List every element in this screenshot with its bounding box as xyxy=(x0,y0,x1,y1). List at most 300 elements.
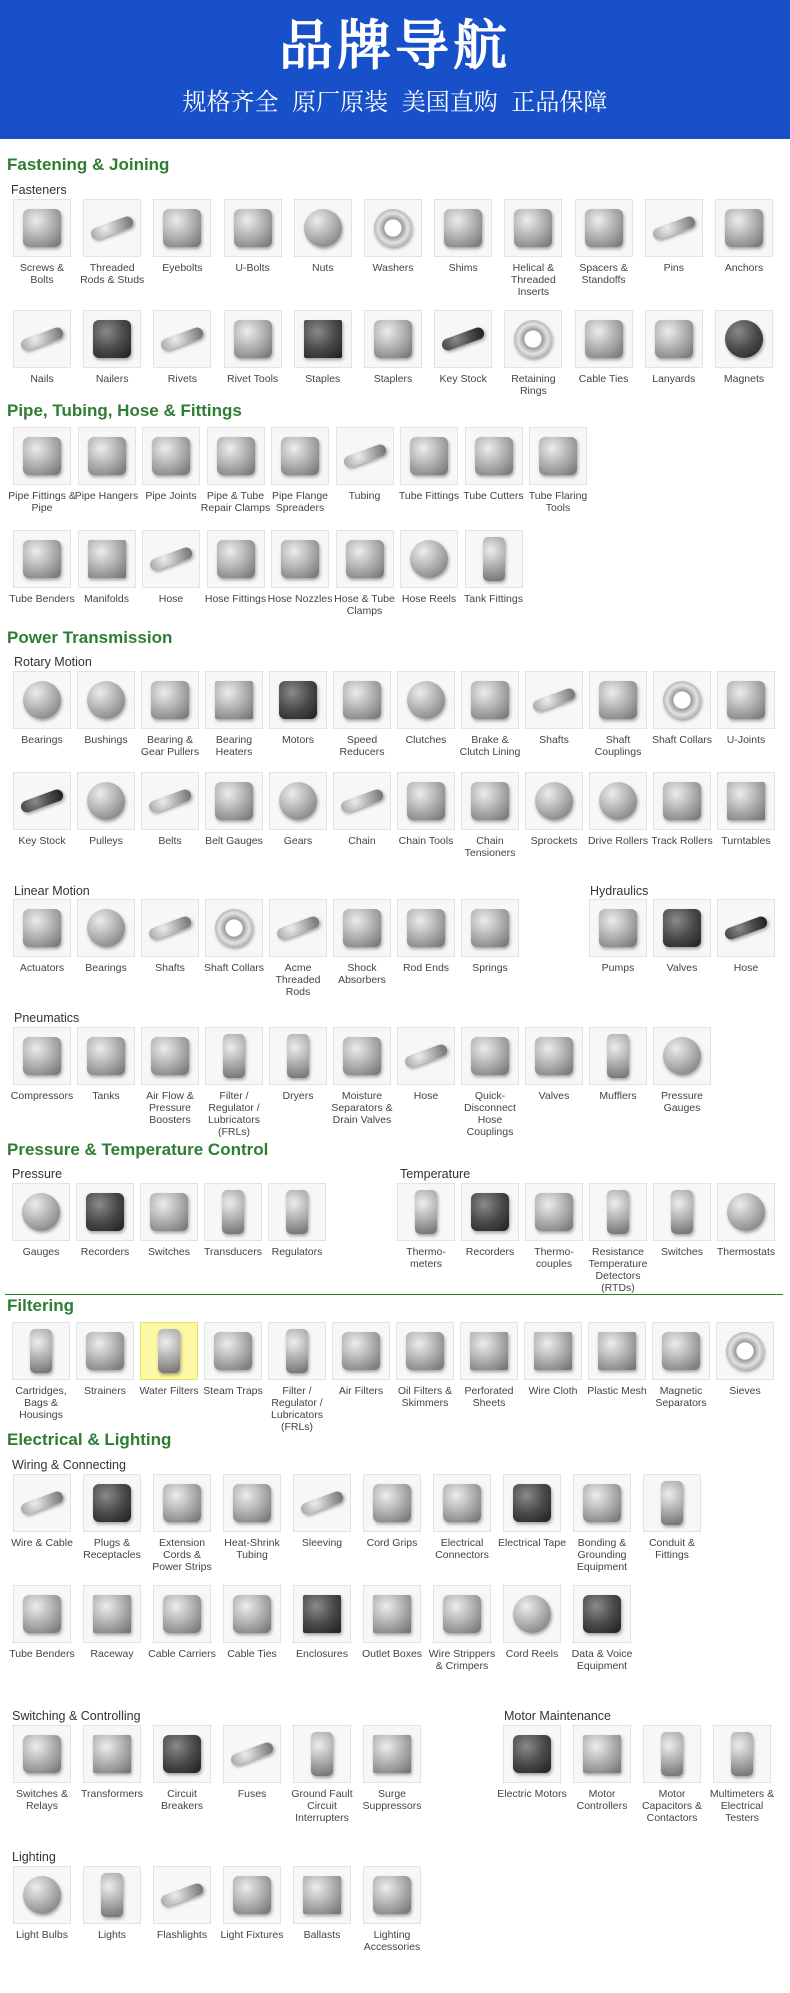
category-thumbnail[interactable] xyxy=(461,899,519,957)
category-tile-motor-capacitors-contactors[interactable] xyxy=(637,1725,707,1824)
category-tile-tube-benders[interactable] xyxy=(7,530,77,605)
category-label[interactable]: Filter / Regulator / Lubricators (FRLs) xyxy=(271,1385,323,1433)
category-thumbnail[interactable] xyxy=(12,1322,70,1380)
category-thumbnail[interactable] xyxy=(77,772,135,830)
category-label[interactable]: Acme Threaded Rods xyxy=(275,962,321,998)
category-label[interactable]: Turntables xyxy=(721,835,771,847)
category-thumbnail[interactable] xyxy=(141,899,199,957)
category-tile-hose-reels[interactable] xyxy=(394,530,464,605)
category-tile-lanyards[interactable] xyxy=(639,310,709,385)
category-thumbnail[interactable] xyxy=(13,1585,71,1643)
category-label[interactable]: Pins xyxy=(663,262,685,274)
category-tile-shaft-collars[interactable] xyxy=(647,671,717,746)
category-label[interactable]: Shaft Couplings xyxy=(594,734,642,758)
category-label[interactable]: Bearing & Gear Pullers xyxy=(140,734,200,758)
category-thumbnail[interactable] xyxy=(643,1474,701,1532)
category-label[interactable]: Plastic Mesh xyxy=(587,1385,647,1397)
category-label[interactable]: Gears xyxy=(283,835,313,847)
category-label[interactable]: Motor Capacitors & Contactors xyxy=(641,1788,703,1824)
category-thumbnail[interactable] xyxy=(461,1183,519,1241)
category-thumbnail[interactable] xyxy=(76,1183,134,1241)
category-thumbnail[interactable] xyxy=(78,427,136,485)
category-thumbnail[interactable] xyxy=(153,199,211,257)
category-label[interactable]: Staples xyxy=(305,373,341,385)
category-thumbnail[interactable] xyxy=(503,1585,561,1643)
category-tile-rod-ends[interactable] xyxy=(391,899,461,974)
category-tile-bearing-heaters[interactable] xyxy=(199,671,269,758)
category-label[interactable]: Wire Strippers & Crimpers xyxy=(428,1648,496,1672)
category-label[interactable]: Pulleys xyxy=(89,835,123,847)
category-thumbnail[interactable] xyxy=(224,310,282,368)
category-tile-cable-ties[interactable] xyxy=(217,1585,287,1660)
category-tile-chain[interactable] xyxy=(327,772,397,847)
category-label[interactable]: Light Bulbs xyxy=(16,1929,68,1941)
category-label[interactable]: Circuit Breakers xyxy=(160,1788,203,1812)
category-label[interactable]: Anchors xyxy=(724,262,764,274)
category-tile-hose[interactable] xyxy=(136,530,206,605)
category-label[interactable]: Shafts xyxy=(155,962,185,974)
category-thumbnail[interactable] xyxy=(13,772,71,830)
category-thumbnail[interactable] xyxy=(141,1027,199,1085)
category-tile-anchors[interactable] xyxy=(709,199,779,274)
category-tile-perforated-sheets[interactable] xyxy=(454,1322,524,1409)
category-label[interactable]: Tube Cutters xyxy=(463,490,524,502)
category-thumbnail[interactable] xyxy=(205,899,263,957)
category-label[interactable]: Hose Fittings xyxy=(204,593,267,605)
category-label[interactable]: Clutches xyxy=(405,734,447,746)
category-thumbnail[interactable] xyxy=(13,899,71,957)
category-label[interactable]: Compressors xyxy=(10,1090,74,1102)
category-label[interactable]: Surge Suppressors xyxy=(362,1788,422,1812)
category-tile-pipe-joints[interactable] xyxy=(136,427,206,502)
category-tile-bonding-grounding-equipment[interactable] xyxy=(567,1474,637,1573)
category-label[interactable]: Mufflers xyxy=(599,1090,637,1102)
category-tile-washers[interactable] xyxy=(358,199,428,274)
category-thumbnail[interactable] xyxy=(207,530,265,588)
category-thumbnail[interactable] xyxy=(434,199,492,257)
category-thumbnail[interactable] xyxy=(142,530,200,588)
category-label[interactable]: Lighting Accessories xyxy=(363,1929,421,1953)
category-thumbnail[interactable] xyxy=(205,1027,263,1085)
category-tile-flashlights[interactable] xyxy=(147,1866,217,1941)
category-tile-strainers[interactable] xyxy=(70,1322,140,1397)
category-label[interactable]: Sprockets xyxy=(530,835,578,847)
category-label[interactable]: Transducers xyxy=(204,1246,262,1258)
category-tile-data-voice-equipment[interactable] xyxy=(567,1585,637,1672)
category-tile-shims[interactable] xyxy=(428,199,498,274)
category-thumbnail[interactable] xyxy=(717,772,775,830)
category-thumbnail[interactable] xyxy=(400,530,458,588)
category-label[interactable]: Lanyards xyxy=(652,373,696,385)
category-tile-eyebolts[interactable] xyxy=(147,199,217,274)
category-thumbnail[interactable] xyxy=(397,1027,455,1085)
category-thumbnail[interactable] xyxy=(13,1027,71,1085)
category-label[interactable]: Flashlights xyxy=(156,1929,208,1941)
category-thumbnail[interactable] xyxy=(77,899,135,957)
category-thumbnail[interactable] xyxy=(141,671,199,729)
category-label[interactable]: Extension Cords & Power Strips xyxy=(152,1537,212,1573)
category-tile-regulators[interactable] xyxy=(262,1183,332,1258)
category-tile-sprockets[interactable] xyxy=(519,772,589,847)
category-tile-staples[interactable] xyxy=(288,310,358,385)
category-label[interactable]: Light Fixtures xyxy=(220,1929,284,1941)
category-tile-lighting-accessories[interactable] xyxy=(357,1866,427,1953)
category-tile-cable-carriers[interactable] xyxy=(147,1585,217,1660)
category-thumbnail[interactable] xyxy=(465,530,523,588)
category-tile-motor-controllers[interactable] xyxy=(567,1725,637,1812)
category-thumbnail[interactable] xyxy=(525,772,583,830)
category-label[interactable]: Rivet Tools xyxy=(227,373,279,385)
category-label[interactable]: Fuses xyxy=(237,1788,267,1800)
category-label[interactable]: Threaded Rods & Studs xyxy=(80,262,145,286)
category-tile-threaded-rods-studs[interactable] xyxy=(77,199,147,286)
category-thumbnail[interactable] xyxy=(525,1183,583,1241)
category-label[interactable]: Pipe Joints xyxy=(145,490,197,502)
category-label[interactable]: Valves xyxy=(538,1090,570,1102)
category-label[interactable]: Pipe & Tube Repair Clamps xyxy=(200,490,271,514)
category-thumbnail[interactable] xyxy=(223,1474,281,1532)
category-label[interactable]: Belt Gauges xyxy=(205,835,263,847)
category-label[interactable]: Chain Tensioners xyxy=(464,835,516,859)
category-thumbnail[interactable] xyxy=(716,1322,774,1380)
category-tile-manifolds[interactable] xyxy=(72,530,142,605)
category-thumbnail[interactable] xyxy=(589,1183,647,1241)
category-thumbnail[interactable] xyxy=(13,1725,71,1783)
category-thumbnail[interactable] xyxy=(717,1183,775,1241)
category-tile-helical-threaded-inserts[interactable] xyxy=(498,199,568,298)
category-label[interactable]: Air Flow & Pressure Boosters xyxy=(146,1090,194,1126)
category-thumbnail[interactable] xyxy=(140,1183,198,1241)
category-tile-heat-shrink-tubing[interactable] xyxy=(217,1474,287,1561)
category-thumbnail[interactable] xyxy=(653,899,711,957)
category-label[interactable]: Electrical Connectors xyxy=(435,1537,489,1561)
category-thumbnail[interactable] xyxy=(397,899,455,957)
category-thumbnail[interactable] xyxy=(153,1866,211,1924)
category-thumbnail[interactable] xyxy=(364,199,422,257)
category-tile-pressure-gauges[interactable] xyxy=(647,1027,717,1114)
category-thumbnail[interactable] xyxy=(461,671,519,729)
category-thumbnail[interactable] xyxy=(83,310,141,368)
category-thumbnail[interactable] xyxy=(83,199,141,257)
category-thumbnail[interactable] xyxy=(269,1027,327,1085)
category-thumbnail[interactable] xyxy=(153,1585,211,1643)
category-thumbnail[interactable] xyxy=(294,310,352,368)
category-tile-bearings[interactable] xyxy=(71,899,141,974)
category-tile-mufflers[interactable] xyxy=(583,1027,653,1102)
category-tile-thermostats[interactable] xyxy=(711,1183,781,1258)
category-thumbnail[interactable] xyxy=(224,199,282,257)
category-thumbnail[interactable] xyxy=(573,1585,631,1643)
category-thumbnail[interactable] xyxy=(461,772,519,830)
category-thumbnail[interactable] xyxy=(336,427,394,485)
category-thumbnail[interactable] xyxy=(400,427,458,485)
category-thumbnail[interactable] xyxy=(333,1027,391,1085)
category-label[interactable]: Tubing xyxy=(348,490,381,502)
category-tile-dryers[interactable] xyxy=(263,1027,333,1102)
category-label[interactable]: Thermo-meters xyxy=(406,1246,446,1270)
category-label[interactable]: Wire & Cable xyxy=(11,1537,73,1549)
category-tile-filter-regulator-lubricators-frls[interactable] xyxy=(262,1322,332,1433)
category-tile-cord-grips[interactable] xyxy=(357,1474,427,1549)
category-tile-bearings[interactable] xyxy=(7,671,77,746)
category-thumbnail[interactable] xyxy=(13,199,71,257)
category-label[interactable]: Tube Benders xyxy=(9,593,75,605)
category-thumbnail[interactable] xyxy=(142,427,200,485)
category-label[interactable]: Hose xyxy=(733,962,759,974)
category-label[interactable]: Oil Filters & Skimmers xyxy=(397,1385,453,1409)
category-thumbnail[interactable] xyxy=(525,1027,583,1085)
category-label[interactable]: Pipe Fittings & Pipe xyxy=(8,490,76,514)
category-label[interactable]: Tank Fittings xyxy=(464,593,523,605)
category-tile-shaft-collars[interactable] xyxy=(199,899,269,974)
category-thumbnail[interactable] xyxy=(332,1322,390,1380)
category-tile-pins[interactable] xyxy=(639,199,709,274)
category-label[interactable]: Ballasts xyxy=(303,1929,341,1941)
category-label[interactable]: Multimeters & Electrical Testers xyxy=(709,1788,775,1824)
category-tile-pumps[interactable] xyxy=(583,899,653,974)
category-tile-shafts[interactable] xyxy=(135,899,205,974)
category-tile-valves[interactable] xyxy=(519,1027,589,1102)
category-label[interactable]: Perforated Sheets xyxy=(464,1385,514,1409)
category-label[interactable]: Magnets xyxy=(723,373,765,385)
category-tile-clutches[interactable] xyxy=(391,671,461,746)
category-tile-pulleys[interactable] xyxy=(71,772,141,847)
category-thumbnail[interactable] xyxy=(465,427,523,485)
category-label[interactable]: Helical & Threaded Inserts xyxy=(510,262,556,298)
category-label[interactable]: Recorders xyxy=(80,1246,130,1258)
category-label[interactable]: Hose xyxy=(413,1090,439,1102)
category-label[interactable]: Spacers & Standoffs xyxy=(579,262,628,286)
category-tile-tube-benders[interactable] xyxy=(7,1585,77,1660)
category-thumbnail[interactable] xyxy=(223,1725,281,1783)
category-thumbnail[interactable] xyxy=(205,671,263,729)
category-thumbnail[interactable] xyxy=(589,671,647,729)
category-tile-drive-rollers[interactable] xyxy=(583,772,653,847)
category-thumbnail[interactable] xyxy=(269,899,327,957)
category-label[interactable]: Lights xyxy=(97,1929,127,1941)
category-tile-tube-fittings[interactable] xyxy=(394,427,464,502)
category-thumbnail[interactable] xyxy=(269,772,327,830)
category-tile-moisture-separators-drain-valves[interactable] xyxy=(327,1027,397,1126)
category-thumbnail[interactable] xyxy=(504,199,562,257)
category-thumbnail[interactable] xyxy=(153,310,211,368)
category-label[interactable]: Magnetic Separators xyxy=(655,1385,707,1409)
category-label[interactable]: Actuators xyxy=(19,962,65,974)
category-thumbnail[interactable] xyxy=(461,1027,519,1085)
category-label[interactable]: Water Filters xyxy=(139,1385,199,1397)
category-thumbnail[interactable] xyxy=(271,530,329,588)
category-label[interactable]: Tube Flaring Tools xyxy=(528,490,588,514)
category-label[interactable]: Retaining Rings xyxy=(511,373,556,397)
category-label[interactable]: Belts xyxy=(158,835,182,847)
category-tile-recorders[interactable] xyxy=(455,1183,525,1258)
category-label[interactable]: Regulators xyxy=(271,1246,323,1258)
category-label[interactable]: Thermo-couples xyxy=(534,1246,574,1270)
category-tile-recorders[interactable] xyxy=(70,1183,140,1258)
category-thumbnail[interactable] xyxy=(78,530,136,588)
category-thumbnail[interactable] xyxy=(524,1322,582,1380)
category-thumbnail[interactable] xyxy=(433,1585,491,1643)
category-tile-hose[interactable] xyxy=(711,899,781,974)
category-label[interactable]: Bearings xyxy=(21,734,63,746)
category-tile-screws-bolts[interactable] xyxy=(7,199,77,286)
category-tile-shaft-couplings[interactable] xyxy=(583,671,653,758)
category-tile-chain-tensioners[interactable] xyxy=(455,772,525,859)
category-thumbnail[interactable] xyxy=(363,1474,421,1532)
category-tile-ballasts[interactable] xyxy=(287,1866,357,1941)
category-thumbnail[interactable] xyxy=(573,1725,631,1783)
category-label[interactable]: Valves xyxy=(666,962,698,974)
category-tile-tubing[interactable] xyxy=(330,427,400,502)
category-label[interactable]: Nails xyxy=(30,373,54,385)
category-label[interactable]: Strainers xyxy=(83,1385,126,1397)
category-thumbnail[interactable] xyxy=(293,1474,351,1532)
category-tile-ground-fault-circuit-interrupters[interactable] xyxy=(287,1725,357,1824)
category-tile-sleeving[interactable] xyxy=(287,1474,357,1549)
category-tile-compressors[interactable] xyxy=(7,1027,77,1102)
category-thumbnail[interactable] xyxy=(204,1322,262,1380)
category-tile-sieves[interactable] xyxy=(710,1322,780,1397)
category-label[interactable]: Rod Ends xyxy=(402,962,450,974)
category-tile-retaining-rings[interactable] xyxy=(498,310,568,397)
category-label[interactable]: Cable Ties xyxy=(227,1648,277,1660)
category-label[interactable]: Moisture Separators & Drain Valves xyxy=(331,1090,393,1126)
category-label[interactable]: Hose & Tube Clamps xyxy=(334,593,395,617)
category-thumbnail[interactable] xyxy=(717,899,775,957)
category-tile-valves[interactable] xyxy=(647,899,717,974)
category-label[interactable]: Switches xyxy=(147,1246,190,1258)
category-thumbnail[interactable] xyxy=(83,1866,141,1924)
category-label[interactable]: Steam Traps xyxy=(203,1385,263,1397)
category-tile-gauges[interactable] xyxy=(6,1183,76,1258)
category-label[interactable]: Recorders xyxy=(465,1246,515,1258)
category-tile-plugs-receptacles[interactable] xyxy=(77,1474,147,1561)
category-label[interactable]: Shaft Collars xyxy=(651,734,713,746)
category-label[interactable]: Conduit & Fittings xyxy=(648,1537,696,1561)
category-thumbnail[interactable] xyxy=(83,1585,141,1643)
category-tile-filter-regulator-lubricators-frls[interactable] xyxy=(199,1027,269,1138)
category-tile-wire-cloth[interactable] xyxy=(518,1322,588,1397)
category-label[interactable]: Data & Voice Equipment xyxy=(571,1648,633,1672)
category-label[interactable]: Quick-Disconnect Hose Couplings xyxy=(464,1090,516,1138)
category-tile-cord-reels[interactable] xyxy=(497,1585,567,1660)
category-label[interactable]: Brake & Clutch Lining xyxy=(459,734,521,758)
category-label[interactable]: Shafts xyxy=(539,734,569,746)
category-tile-key-stock[interactable] xyxy=(428,310,498,385)
category-thumbnail[interactable] xyxy=(205,772,263,830)
category-thumbnail[interactable] xyxy=(333,772,391,830)
category-thumbnail[interactable] xyxy=(364,310,422,368)
category-label[interactable]: Switches xyxy=(660,1246,703,1258)
category-thumbnail[interactable] xyxy=(396,1322,454,1380)
category-tile-enclosures[interactable] xyxy=(287,1585,357,1660)
category-thumbnail[interactable] xyxy=(223,1585,281,1643)
category-thumbnail[interactable] xyxy=(589,772,647,830)
category-label[interactable]: Plugs & Receptacles xyxy=(83,1537,141,1561)
category-thumbnail[interactable] xyxy=(713,1725,771,1783)
category-thumbnail[interactable] xyxy=(333,671,391,729)
category-tile-light-fixtures[interactable] xyxy=(217,1866,287,1941)
category-label[interactable]: Shims xyxy=(448,262,478,274)
category-tile-oil-filters-skimmers[interactable] xyxy=(390,1322,460,1409)
category-tile-brake-clutch-lining[interactable] xyxy=(455,671,525,758)
category-label[interactable]: Bonding & Grounding Equipment xyxy=(576,1537,628,1573)
category-thumbnail[interactable] xyxy=(293,1585,351,1643)
category-tile-magnetic-separators[interactable] xyxy=(646,1322,716,1409)
category-tile-gears[interactable] xyxy=(263,772,333,847)
category-label[interactable]: Screws & Bolts xyxy=(19,262,65,286)
category-tile-outlet-boxes[interactable] xyxy=(357,1585,427,1660)
category-thumbnail[interactable] xyxy=(204,1183,262,1241)
category-thumbnail[interactable] xyxy=(645,199,703,257)
category-tile-bearing-gear-pullers[interactable] xyxy=(135,671,205,758)
category-tile-quick-disconnect-hose-couplings[interactable] xyxy=(455,1027,525,1138)
category-tile-track-rollers[interactable] xyxy=(647,772,717,847)
category-tile-plastic-mesh[interactable] xyxy=(582,1322,652,1397)
category-label[interactable]: Cable Carriers xyxy=(148,1648,216,1660)
category-tile-electrical-connectors[interactable] xyxy=(427,1474,497,1561)
category-thumbnail[interactable] xyxy=(653,671,711,729)
category-thumbnail[interactable] xyxy=(653,1183,711,1241)
category-tile-hose-tube-clamps[interactable] xyxy=(330,530,400,617)
category-thumbnail[interactable] xyxy=(153,1474,211,1532)
category-thumbnail[interactable] xyxy=(653,772,711,830)
category-tile-tank-fittings[interactable] xyxy=(459,530,529,605)
category-label[interactable]: Motors xyxy=(281,734,315,746)
category-tile-cartridges-bags-housings[interactable] xyxy=(6,1322,76,1421)
category-thumbnail[interactable] xyxy=(13,1474,71,1532)
category-label[interactable]: Heat-Shrink Tubing xyxy=(224,1537,280,1561)
category-label[interactable]: Pumps xyxy=(601,962,635,974)
category-thumbnail[interactable] xyxy=(460,1322,518,1380)
category-thumbnail[interactable] xyxy=(76,1322,134,1380)
category-label[interactable]: Switches & Relays xyxy=(16,1788,68,1812)
category-thumbnail[interactable] xyxy=(717,671,775,729)
category-label[interactable]: Nuts xyxy=(312,262,334,274)
category-thumbnail[interactable] xyxy=(12,1183,70,1241)
category-thumbnail[interactable] xyxy=(336,530,394,588)
category-label[interactable]: Chain Tools xyxy=(398,835,454,847)
category-tile-hose-nozzles[interactable] xyxy=(265,530,335,605)
category-label[interactable]: Nailers xyxy=(95,373,129,385)
category-label[interactable]: Sleeving xyxy=(301,1537,343,1549)
category-tile-shafts[interactable] xyxy=(519,671,589,746)
category-label[interactable]: Ground Fault Circuit Interrupters xyxy=(291,1788,353,1824)
category-thumbnail[interactable] xyxy=(83,1474,141,1532)
category-thumbnail[interactable] xyxy=(13,530,71,588)
category-tile-thermo-couples[interactable] xyxy=(519,1183,589,1270)
category-thumbnail[interactable] xyxy=(397,1183,455,1241)
category-thumbnail[interactable] xyxy=(13,427,71,485)
category-label[interactable]: Cartridges, Bags & Housings xyxy=(15,1385,67,1421)
category-tile-speed-reducers[interactable] xyxy=(327,671,397,758)
category-thumbnail[interactable] xyxy=(397,671,455,729)
category-tile-actuators[interactable] xyxy=(7,899,77,974)
category-thumbnail[interactable] xyxy=(525,671,583,729)
category-label[interactable]: Air Filters xyxy=(338,1385,384,1397)
category-tile-u-bolts[interactable] xyxy=(218,199,288,274)
category-thumbnail[interactable] xyxy=(589,899,647,957)
category-tile-nailers[interactable] xyxy=(77,310,147,385)
category-label[interactable]: Hose Nozzles xyxy=(267,593,333,605)
category-label[interactable]: Speed Reducers xyxy=(339,734,385,758)
category-thumbnail[interactable] xyxy=(207,427,265,485)
category-tile-lights[interactable] xyxy=(77,1866,147,1941)
category-tile-electric-motors[interactable] xyxy=(497,1725,567,1800)
category-tile-tube-cutters[interactable] xyxy=(459,427,529,502)
category-tile-air-flow-pressure-boosters[interactable] xyxy=(135,1027,205,1126)
category-label[interactable]: Dryers xyxy=(282,1090,314,1102)
